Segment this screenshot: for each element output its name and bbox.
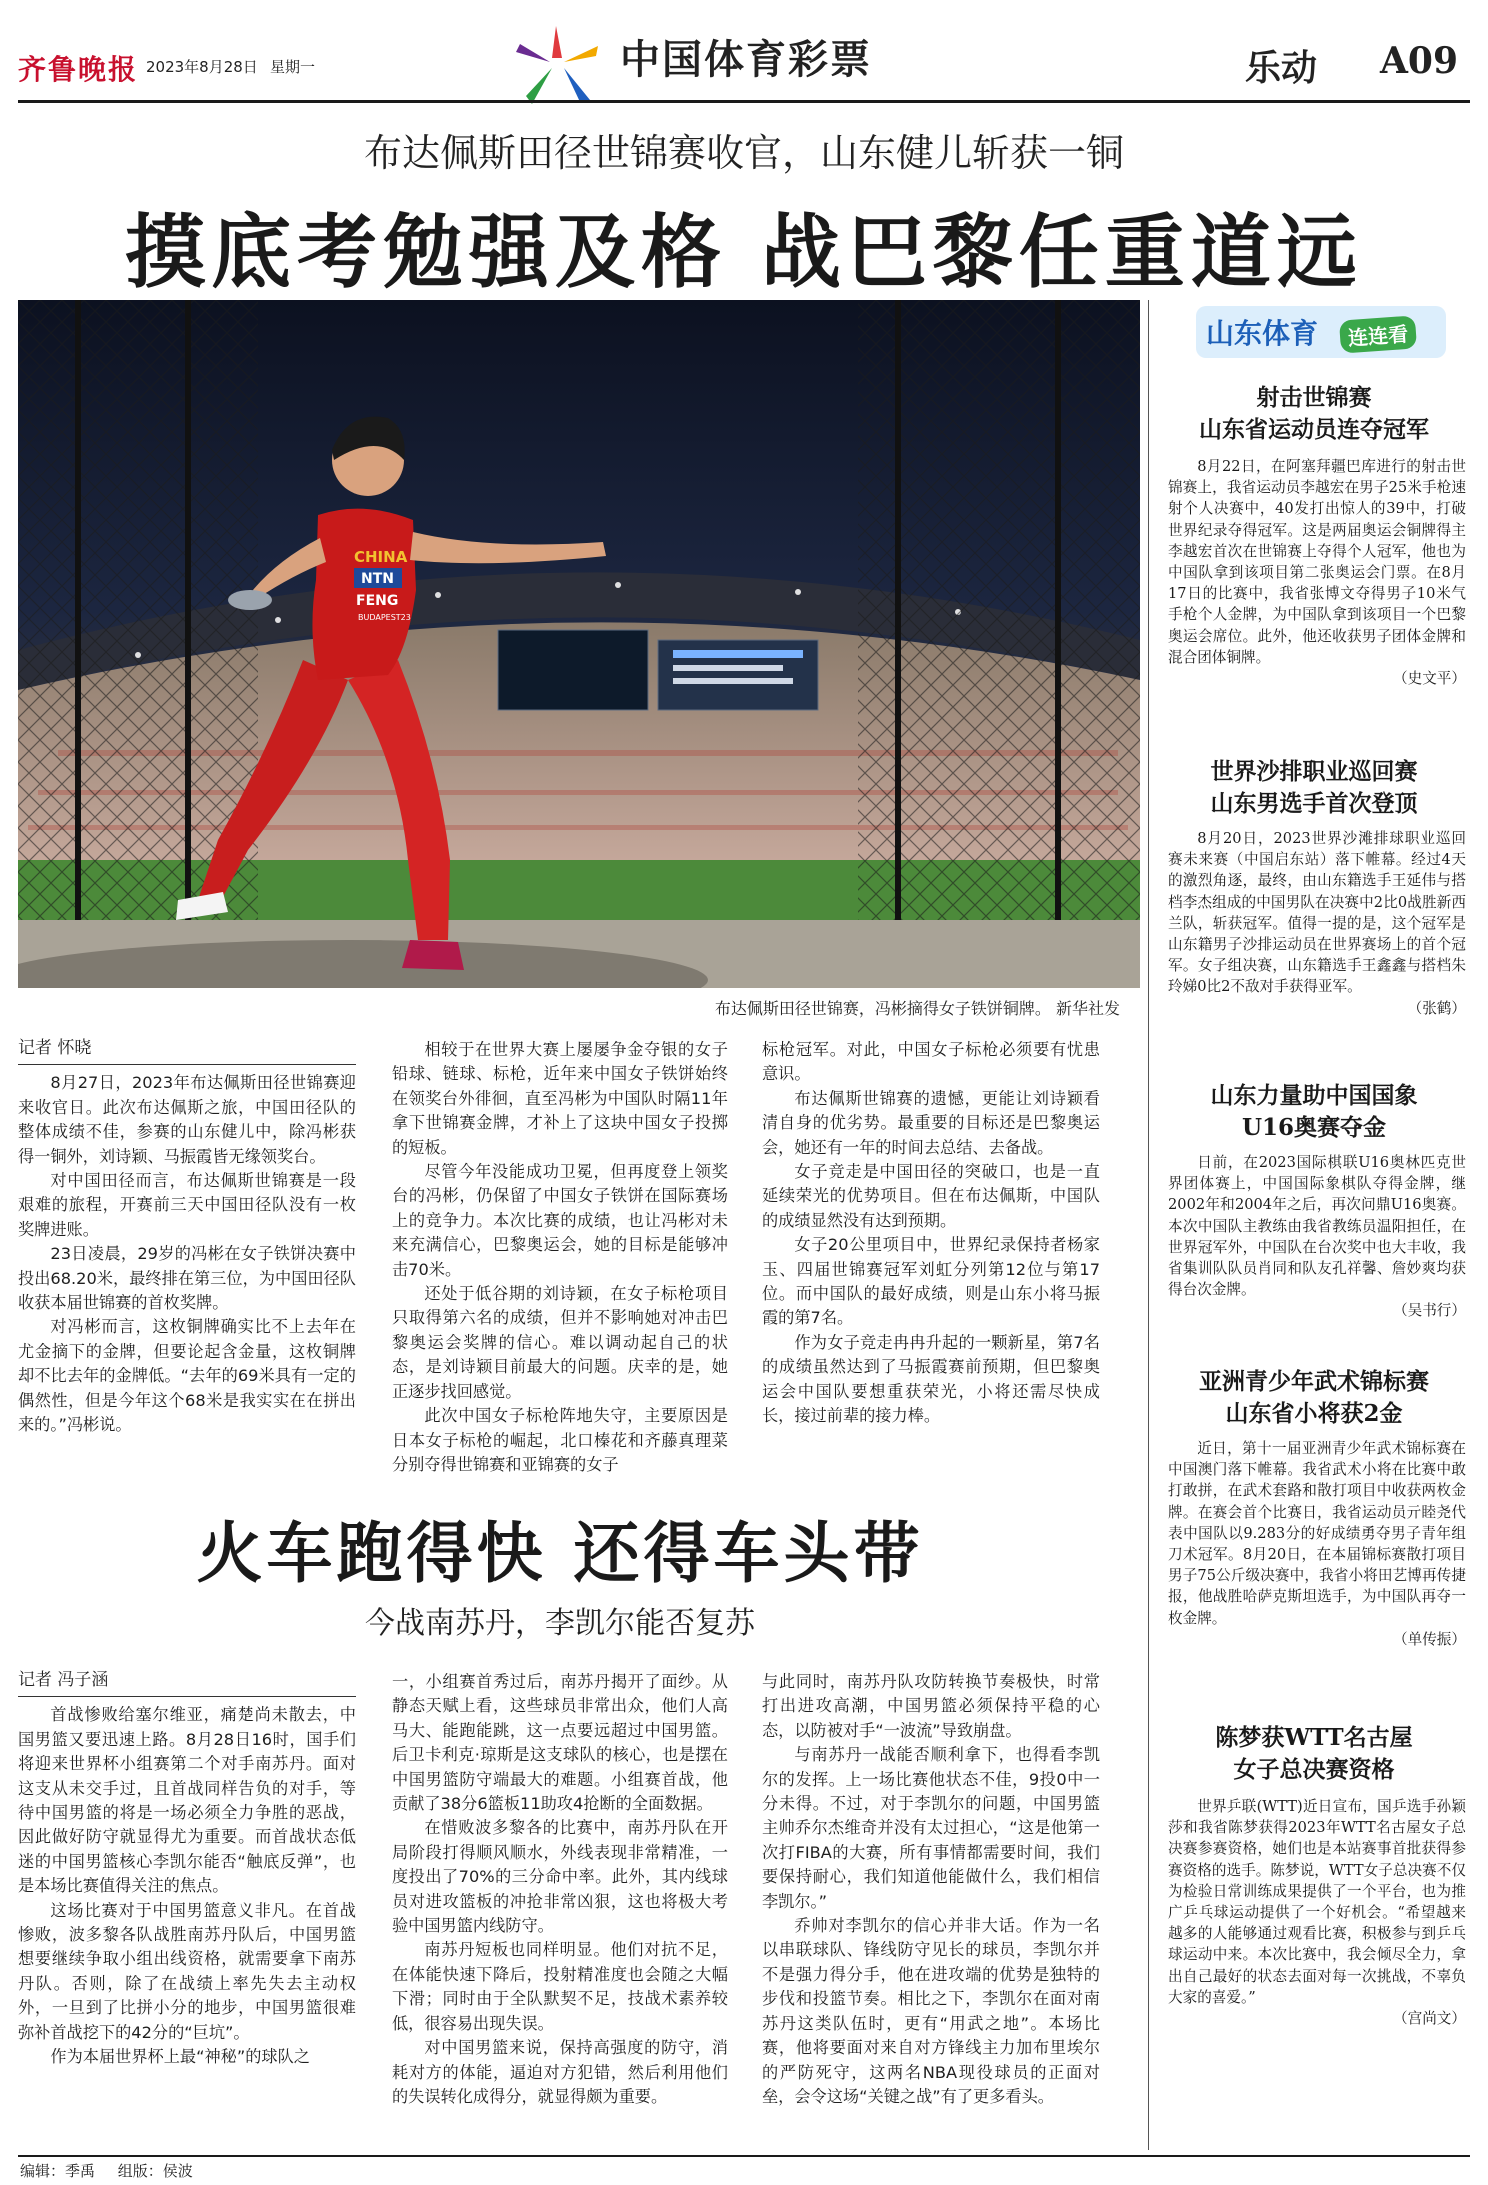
issue-date: 2023年8月28日 bbox=[146, 58, 258, 76]
second-byline: 记者 冯子涵 bbox=[18, 1668, 356, 1697]
author-credit: （吴书行） bbox=[1393, 1302, 1466, 1320]
paragraph: 世界乒联(WTT)近日宣布，国乒选手孙颖莎和我省陈梦获得2023年WTT名古屋女子总决赛参赛资格，她们也是本站赛事首批获得参赛资格的选手。陈梦说，WTT女子总决赛不仅为检验日常训练成果提供了一个平台，也为推广乒乓球运动提供了一个好机会。“希望越来越多的人能够通过观看比赛，积极参与到乒乓球运动中来。本次比赛中，我会倾尽全力，拿出自己最好的状态去面对每一次挑战，不辜负大家的喜爱。” bbox=[1168, 1798, 1466, 2006]
paragraph: 8月20日，2023世界沙滩排球职业巡回赛未来赛（中国启东站）落下帷幕。经过4天的激烈角逐，最终，由山东籍选手王延伟与搭档李杰组成的中国男队在决赛中2比0战胜新西兰队，斩获冠军。值得一提的是，这个冠军是山东籍男子沙排运动员在世界赛场上的首个冠军。女子组决赛，山东籍选手王鑫鑫与搭档朱玲娣0比2不敌对手获得亚军。 bbox=[1168, 830, 1466, 996]
author-credit: （张鹤） bbox=[1407, 999, 1466, 1017]
paragraph: 日前，在2023国际棋联U16奥林匹克世界团体赛上，中国国际象棋队夺得金牌，继2002年和2004年之后，再次问鼎U16奥赛。本次中国队主教练由我省教练员温阳担任，在世界冠军外，中国队在台次奖中也大丰收，我省集训队队员肖同和队友孔祥馨、詹妙爽均获得台次金牌。 bbox=[1168, 1154, 1466, 1299]
jersey-event: BUDAPEST23 bbox=[358, 613, 411, 622]
headline-line: 陈梦获WTT名古屋 bbox=[1215, 1724, 1413, 1751]
lead-photo bbox=[18, 300, 1140, 988]
paragraph: 还处于低谷期的刘诗颖，在女子标枪项目只取得第六名的成绩，但并不影响她对冲击巴黎奥运会奖牌的信心。难以调动起自己的状态，是刘诗颖目前最大的问题。庆幸的是，她正逐步找回感觉。 bbox=[392, 1284, 728, 1401]
sidebar-item-4-body bbox=[1168, 1438, 1466, 1650]
issue-weekday: 星期一 bbox=[270, 58, 316, 76]
lead-column-2 bbox=[392, 1038, 728, 1477]
paragraph: 乔帅对李凯尔的信心并非大话。作为一名以串联球队、锋线防守见长的球员，李凯尔并不是强力得分手，他在进攻端的优势是独特的步伐和投篮节奏。相比之下，李凯尔在面对南苏丹这类队伍时，更有“用武之地”。本场比赛，他将要面对来自对方锋线主力加布里埃尔的严防死守，这两名NBA现役球员的正面对垒，会令这场“关键之战”有了更多看头。 bbox=[762, 1916, 1100, 2106]
sidebar-brand-tag: 连连看 bbox=[1339, 315, 1417, 353]
headline-line: 山东男选手首次登顶 bbox=[1210, 790, 1418, 817]
section-name: 乐动 bbox=[1245, 47, 1318, 89]
headline-line: 山东省小将获2金 bbox=[1225, 1400, 1403, 1427]
sidebar-item-1-body bbox=[1168, 456, 1466, 689]
paragraph: 作为女子竞走冉冉升起的一颗新星，第7名的成绩虽然达到了马振霞赛前预期，但巴黎奥运会中国队要想重获荣光，小将还需尽快成长，接过前辈的接力棒。 bbox=[762, 1332, 1100, 1426]
paragraph: 作为本届世界杯上最“神秘”的球队之 bbox=[50, 2047, 310, 2067]
paragraph: 在惜败波多黎各的比赛中，南苏丹队在开局阶段打得顺风顺水，外线表现非常精准，一度投出了70%的三分命中率。此外，其内线球员对进攻篮板的冲抢非常凶狠，这也将极大考验中国男篮内线防守。 bbox=[392, 1818, 728, 1936]
paragraph: 与此同时，南苏丹队攻防转换节奏极快，时常打出进攻高潮，中国男篮必须保持平稳的心态，以防被对手“一波流”导致崩盘。 bbox=[762, 1672, 1100, 1740]
paragraph: 此次中国女子标枪阵地失守，主要原因是日本女子标枪的崛起，北口榛花和齐藤真理菜分别夺得世锦赛和亚锦赛的女子 bbox=[392, 1406, 728, 1474]
paragraph: 女子竞走是中国田径的突破口，也是一直延续荣光的优势项目。但在布达佩斯，中国队的成绩显然没有达到预期。 bbox=[762, 1162, 1100, 1230]
lead-column-1 bbox=[18, 1036, 356, 1438]
lead-kicker: 布达佩斯田径世锦赛收官，山东健儿斩获一铜 bbox=[363, 131, 1124, 175]
photo-caption: 布达佩斯田径世锦赛，冯彬摘得女子铁饼铜牌。 新华社发 bbox=[714, 999, 1120, 1018]
lead-headline: 摸底考勉强及格 战巴黎任重道远 bbox=[125, 205, 1363, 299]
sidebar-brand: 山东体育 bbox=[1206, 317, 1319, 350]
paragraph: 女子20公里项目中，世界纪录保持者杨家玉、四届世锦赛冠军刘虹分列第12位与第17位。而中国队的最好成绩，则是山东小将马振霞的第7名。 bbox=[762, 1235, 1100, 1328]
footer-layout: 组版：侯波 bbox=[117, 2162, 193, 2180]
sidebar-item-2-body bbox=[1168, 828, 1466, 1019]
paragraph: 南苏丹短板也同样明显。他们对抗不足，在体能快速下降后，投射精准度也会随之大幅下滑；同时由于全队默契不足，技战术素养较低，很容易出现失误。 bbox=[392, 1940, 728, 2033]
paragraph: 首战惨败给塞尔维亚，痛楚尚未散去，中国男篮又要迅速上路。8月28日16时，国手们将迎来世界杯小组赛第二个对手南苏丹。面对这支从未交手过，且首战同样告负的对手，等待中国男篮的将是一场必须全力争胜的恶战，因此做好防守就显得尤为重要。而首战状态低迷的中国男篮核心李凯尔能否“触底反弹”，也是本场比赛值得关注的焦点。 bbox=[18, 1705, 356, 1896]
paragraph: 一，小组赛首秀过后，南苏丹揭开了面纱。从静态天赋上看，这些球员非常出众，他们人高马大、能跑能跳，这一点要远超过中国男篮。后卫卡利克·琼斯是这支球队的核心，也是摆在中国男篮防守端最大的难题。小组赛首战，他贡献了38分6篮板11助攻4抢断的全面数据。 bbox=[392, 1672, 728, 1814]
sidebar-item-3-body bbox=[1168, 1152, 1466, 1322]
lottery-star-logo-icon bbox=[512, 22, 604, 108]
jersey-country: CHINA bbox=[354, 548, 408, 566]
paragraph: 与南苏丹一战能否顺利拿下，也得看李凯尔的发挥。上一场比赛他状态不佳，9投0中一分未得。不过，对于李凯尔的问题，中国男篮主帅乔尔杰维奇并没有太过担心，“这是他第一次打FIBA的大赛，所有事情都需要时间，我们要保持耐心，我们知道他能做什么，我们相信李凯尔。” bbox=[762, 1745, 1100, 1911]
lead-byline: 记者 怀晓 bbox=[18, 1036, 356, 1065]
second-column-2 bbox=[392, 1670, 728, 2109]
sidebar-item-4-headline bbox=[1160, 1366, 1468, 1430]
page-number: A09 bbox=[1380, 40, 1459, 82]
headline-line: U16奥赛夺金 bbox=[1241, 1114, 1387, 1141]
sidebar-item-3-headline bbox=[1160, 1080, 1468, 1144]
sidebar-brand-banner bbox=[1196, 302, 1456, 364]
footer-rule bbox=[18, 2155, 1470, 2157]
paragraph: 近日，第十一届亚洲青少年武术锦标赛在中国澳门落下帷幕。我省武术小将在比赛中敢打敢拼，在武术套路和散打项目中收获两枚金牌。在赛会首个比赛日，我省运动员亓睦尧代表中国队以9.283分的好成绩勇夺男子青年组刀术冠军。8月20日，在本届锦标赛散打项目男子75公斤级决赛中，我省小将田艺博再传捷报，他战胜哈萨克斯坦选手，为中国队再夺一枚金牌。 bbox=[1168, 1440, 1466, 1627]
header-rule bbox=[18, 100, 1470, 103]
paragraph: 23日凌晨，29岁的冯彬在女子铁饼决赛中投出68.20米，最终排在第三位，为中国田径队收获本届世锦赛的首枚奖牌。 bbox=[18, 1244, 356, 1313]
paragraph: 布达佩斯世锦赛的遗憾，更能让刘诗颖看清自身的优劣势。最重要的目标还是巴黎奥运会，她还有一年的时间去总结、去备战。 bbox=[762, 1088, 1100, 1157]
sidebar-item-5-headline bbox=[1160, 1722, 1468, 1786]
author-credit: （史文平） bbox=[1393, 670, 1466, 688]
paragraph: 8月22日，在阿塞拜疆巴库进行的射击世锦赛上，我省运动员李越宏在男子25米手枪速射个人决赛中，40发打出惊人的39中，打破世界纪录夺得冠军。这是两届奥运会铜牌得主李越宏首次在世锦赛上夺得个人冠军，他也为中国队拿到该项目第二张奥运会门票。在8月17日的比赛中，我省张博文夺得男子10米气手枪个人金牌，为中国队拿到该项目一个巴黎奥运会席位。此外，他还收获男子团体金牌和混合团体铜牌。 bbox=[1168, 458, 1466, 666]
lead-column-3 bbox=[762, 1038, 1100, 1429]
headline-line: 山东力量助中国国象 bbox=[1210, 1082, 1418, 1109]
paragraph: 对中国男篮来说，保持高强度的防守，消耗对方的体能，逼迫对方犯错，然后利用他们的失误转化成得分，就显得颇为重要。 bbox=[392, 2038, 728, 2106]
newspaper-masthead: 齐鲁晚报 bbox=[18, 53, 139, 86]
paragraph: 对冯彬而言，这枚铜牌确实比不上去年在尤金摘下的金牌，但要论起含金量，这枚铜牌却不比去年的金牌低。“去年的69米具有一定的偶然性，但是今年这个68米是我实实在在拼出来的。”冯彬说。 bbox=[18, 1317, 356, 1435]
sidebar-item-1-headline bbox=[1160, 382, 1468, 446]
paragraph: 标枪冠军。对此，中国女子标枪必须要有忧患意识。 bbox=[762, 1040, 1100, 1084]
headline-line: 世界沙排职业巡回赛 bbox=[1210, 758, 1418, 785]
paragraph: 8月27日，2023年布达佩斯田径世锦赛迎来收官日。此次布达佩斯之旅，中国田径队的整体成绩不佳，参赛的山东健儿中，除冯彬获得一铜外，刘诗颖、马振霞皆无缘领奖台。 bbox=[18, 1073, 356, 1166]
sidebar-item-5-body bbox=[1168, 1796, 1466, 2029]
jersey-name: FENG bbox=[356, 593, 399, 609]
second-subheadline: 今战南苏丹，李凯尔能否复苏 bbox=[365, 1606, 755, 1641]
author-credit: （宫尚文） bbox=[1393, 2010, 1466, 2028]
paragraph: 相较于在世界大赛上屡屡争金夺银的女子铅球、链球、标枪，近年来中国女子铁饼始终在领奖台外徘徊，直至冯彬为中国队时隔11年拿下世锦赛金牌，才补上了这块中国女子投掷的短板。 bbox=[392, 1040, 728, 1157]
second-headline: 火车跑得快 还得车头带 bbox=[196, 1514, 924, 1592]
sponsor-name: 中国体育彩票 bbox=[620, 37, 872, 83]
sidebar-item-2-headline bbox=[1160, 756, 1468, 820]
footer bbox=[20, 2160, 193, 2181]
sidebar-divider bbox=[1148, 300, 1149, 2150]
headline-line: 山东省运动员连夺冠军 bbox=[1199, 416, 1429, 443]
paragraph: 这场比赛对于中国男篮意义非凡。在首战惨败，波多黎各队战胜南苏丹队后，中国男篮想要继续争取小组出线资格，就需要拿下南苏丹队。否则，除了在战绩上率先失去主动权外，一旦到了比拼小分的地步，中国男篮很难弥补首战挖下的42分的“巨坑”。 bbox=[18, 1900, 356, 2042]
jersey-sponsor: NTN bbox=[361, 571, 394, 587]
headline-line: 亚洲青少年武术锦标赛 bbox=[1199, 1368, 1429, 1395]
second-column-3 bbox=[762, 1670, 1100, 2109]
paragraph: 对中国田径而言，布达佩斯世锦赛是一段艰难的旅程，开赛前三天中国田径队没有一枚奖牌进账。 bbox=[18, 1171, 356, 1239]
headline-line: 女子总决赛资格 bbox=[1233, 1756, 1395, 1783]
author-credit: （单传振） bbox=[1393, 1630, 1466, 1648]
second-column-1 bbox=[18, 1668, 356, 2070]
footer-editor: 编辑：季禹 bbox=[20, 2162, 96, 2180]
paragraph: 尽管今年没能成功卫冕，但再度登上领奖台的冯彬，仍保留了中国女子铁饼在国际赛场上的竞争力。本次比赛的成绩，也让冯彬对未来充满信心，巴黎奥运会，她的目标是能够冲击70米。 bbox=[392, 1162, 728, 1279]
headline-line: 射击世锦赛 bbox=[1256, 384, 1372, 411]
